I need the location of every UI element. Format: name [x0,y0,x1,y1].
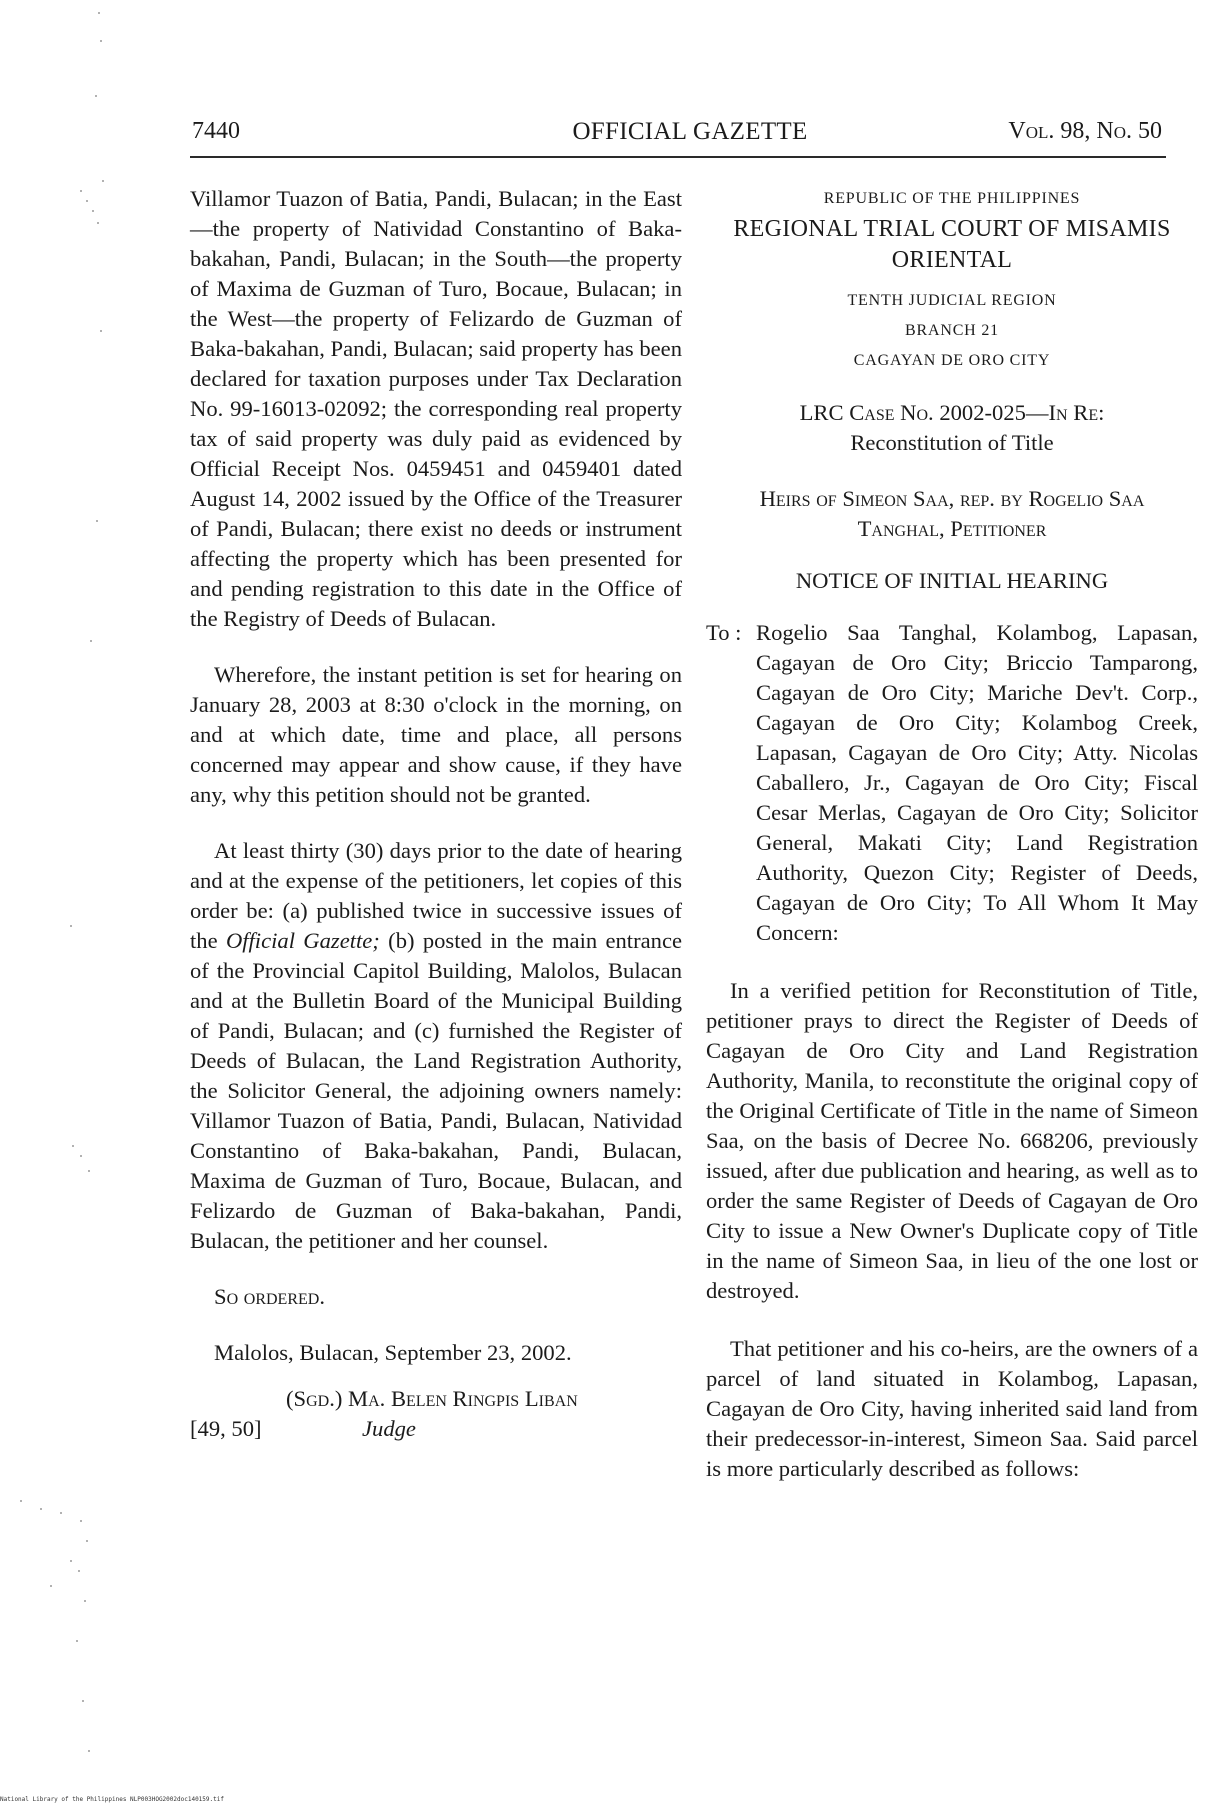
case-number: LRC Case No. 2002-025—In Re: [799,400,1105,425]
scan-footer: National Library of the Philippines NLP003HOG2002doc140159.tif [0,1796,224,1803]
case-parties: Heirs of Simeon Saa, rep. by Rogelio Saa Tanghal, Petitioner [759,486,1145,541]
left-paragraph-2: Wherefore, the instant petition is set for hearing on January 28, 2003 at 8:30 o'clock in the morning, on and at which date, time and place, all persons concerned may appear and show cause, if they have any, why this petition should not be granted. [190,662,682,807]
judge-title: Judge [362,1416,416,1441]
court-heading: REGIONAL TRIAL COURT OF MISAMIS ORIENTAL [733,216,1171,273]
left-paragraph-1: Villamor Tuazon of Batia, Pandi, Bulacan; in the East—the property of Natividad Constantino of Baka-bakahan, Pandi, Bulacan; in the South—the property of Maxima de Guzman of Turo, Bocaue, Bulacan; in the West—the property of Felizardo de Guzman of Baka-bakahan, Pandi, Bulacan; said property has been declared for taxation purposes under Tax Declaration No. 99-16013-02092; the corresponding real property tax of said property was duly paid as evidenced by Official Receipt Nos. 0459451 and 0459401 dated August 14, 2002 issued by the Office of the Treasurer of Pandi, Bulacan; there exist no deeds or instrument affecting the property which has been presented for and pending registration to this date in the Office of the Registry of Deeds of Bulacan. [190,186,682,631]
page-header [190,114,1190,154]
issue-reference: [49, 50] [190,1416,262,1441]
city-heading: CAGAYAN DE ORO CITY [853,352,1051,369]
left-column [190,184,682,1444]
header-rule [190,156,1166,158]
branch-heading: BRANCH 21 [905,322,999,339]
right-column [706,184,1198,1484]
volume-issue: Vol. 98, No. 50 [1008,118,1162,144]
gazette-italic: Official Gazette; [225,928,380,953]
place-date: Malolos, Bulacan, September 23, 2002. [214,1340,572,1365]
region-heading: TENTH JUDICIAL REGION [847,292,1057,309]
case-subject: Reconstitution of Title [850,430,1054,455]
signature-line: (Sgd.) Ma. Belen Ringpis Liban [286,1386,578,1411]
scan-margin-marks [0,0,120,1808]
publication-title: OFFICIAL GAZETTE [572,118,808,145]
left-paragraph-3: At least thirty (30) days prior to the date of hearing and at the expense of the petitioners, let copies of this order be: (a) published twice in successive issues of the Official Gazette; (b) posted in the main entrance of the Provincial Capitol Building, Malolos, Bulacan and at the Bulletin Board of the Municipal Building of Pandi, Bulacan; and (c) furnished the Register of Deeds of Bulacan, the Land Registration Authority, the Solicitor General, the adjoining owners namely: Villamor Tuazon of Batia, Pandi, Bulacan, Natividad Constantino of Baka-bakahan, Pandi, Bulacan, Maxima de Guzman of Turo, Bocaue, Bulacan, and Felizardo de Guzman of Baka-bakahan, Pandi, Bulacan, the petitioner and her counsel. [190,838,682,1253]
addressee-list: Rogelio Saa Tanghal, Kolambog, Lapasan, Cagayan de Oro City; Briccio Tamparong, Cagayan de Oro City; Mariche Dev't. Corp., Cagayan de Oro City; Kolambog Creek, Lapasan, Cagayan de Oro City; Atty. Nicolas Caballero, Jr., Cagayan de Oro City; Fiscal Cesar Merlas, Cagayan de Oro City; Solicitor General, Makati City; Land Registration Authority, Quezon City; Register of Deeds, Cagayan de Oro City; To All Whom It May Concern: [756,620,1198,945]
page-number: 7440 [192,118,240,144]
republic-heading: REPUBLIC OF THE PHILIPPINES [823,190,1081,207]
right-paragraph-1: In a verified petition for Reconstitution of Title, petitioner prays to direct the Register of Deeds of Cagayan de Oro City and Land Registration Authority, Manila, to reconstitute the original copy of the Original Certificate of Title in the name of Simeon Saa, on the basis of Decree No. 668206, previously issued, after due publication and hearing, as well as to order the same Register of Deeds of Cagayan de Oro City to issue a New Owner's Duplicate copy of Title in the name of Simeon Saa, in lieu of the one lost or destroyed. [706,978,1198,1303]
right-paragraph-2: That petitioner and his co-heirs, are the owners of a parcel of land situated in Kolambog, Lapasan, Cagayan de Oro City, having inherited said land from their predecessor-in-interest, Simeon Saa. Said parcel is more particularly described as follows: [706,1336,1198,1481]
notice-title: NOTICE OF INITIAL HEARING [795,568,1109,593]
to-label: To : [706,620,742,645]
so-ordered: So ordered. [214,1284,325,1309]
addressees [706,618,1198,948]
